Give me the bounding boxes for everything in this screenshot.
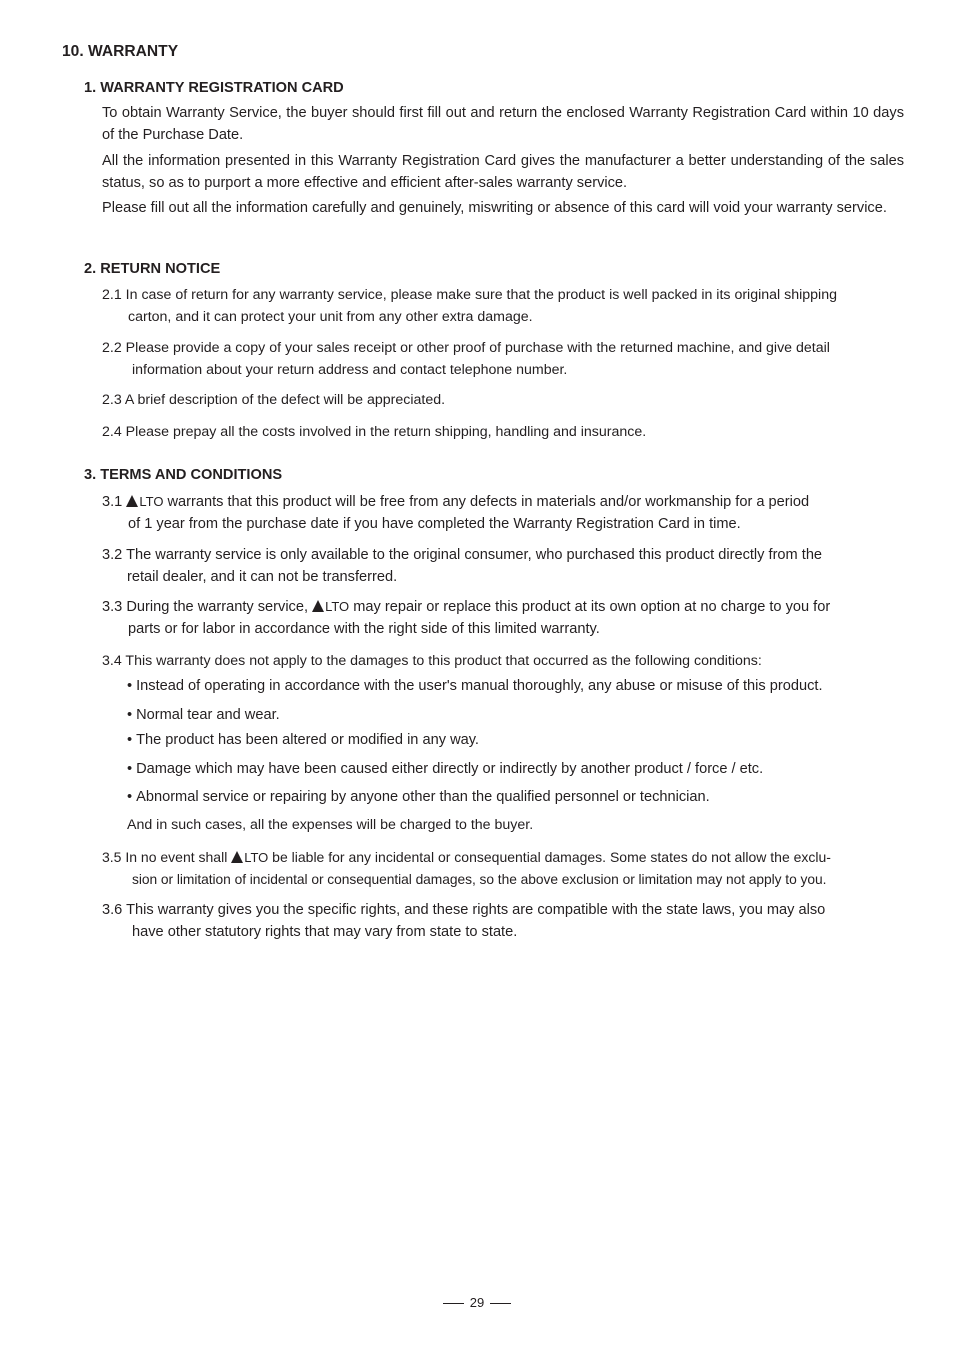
terms-item-3-4-tail: And in such cases, all the expenses will be charged to the buyer. bbox=[127, 817, 534, 833]
brand-logo: LTO bbox=[126, 491, 163, 513]
registration-paragraph-1: To obtain Warranty Service, the buyer should first fill out and return the enclosed Warranty Registration Card within 10 days of the Purchase Date. bbox=[102, 105, 904, 143]
return-item-2-2: 2.2 Please provide a copy of your sales receipt or other proof of purchase with the returned machine, and give detail information about your return address and contact telephone number. bbox=[102, 340, 830, 378]
return-item-2-3: 2.3 A brief description of the defect will be appreciated. bbox=[102, 392, 446, 408]
condition-bullet: • Damage which may have been caused either directly or indirectly by another product / force / etc. bbox=[127, 758, 907, 780]
page-footer bbox=[0, 1293, 954, 1313]
return-item-2-1: 2.1 In case of return for any warranty service, please make sure that the product is well packed in its original shipping carton, and it can protect your unit from any other extra damage. bbox=[102, 287, 837, 325]
triangle-logo-icon bbox=[126, 495, 138, 507]
condition-bullet: • Normal tear and wear. bbox=[127, 704, 907, 726]
terms-item-3-6: 3.6 This warranty gives you the specific rights, and these rights are compatible with the state laws, you may also have other statutory rights that may vary from state to state. bbox=[102, 902, 826, 940]
brand-logo: LTO bbox=[231, 847, 268, 869]
registration-paragraph-2: All the information presented in this Warranty Registration Card gives the manufacturer a better understanding of the sales status, so as to purport a more effective and efficient after-sales warranty service. bbox=[102, 153, 904, 191]
terms-item-3-3: 3.3 During the warranty service, LTO may repair or replace this product at its own option at no charge to you for parts or for labor in accordance with the right side of this limited warranty. bbox=[102, 596, 904, 640]
terms-item-3-1: 3.1 LTO warrants that this product will be free from any defects in materials and/or workmanship for a period of 1 year from the purchase date if you have completed the Warranty Registration Card in time. bbox=[102, 491, 904, 535]
terms-item-3-2: 3.2 The warranty service is only available to the original consumer, who purchased this product directly from the retail dealer, and it can not be transferred. bbox=[102, 547, 823, 585]
brand-logo: LTO bbox=[312, 596, 349, 618]
terms-item-3-5: 3.5 In no event shall LTO be liable for any incidental or consequential damages. Some states do not allow the exclu- sion or limitation of incidental or consequential damages, so the above exclusion or limitation may not apply to you. bbox=[102, 849, 831, 887]
heading-registration-card: 1. WARRANTY REGISTRATION CARD bbox=[84, 80, 344, 96]
terms-item-3-4: 3.4 This warranty does not apply to the damages to this product that occurred as the following conditions: bbox=[102, 653, 762, 669]
condition-bullet: • Abnormal service or repairing by anyone other than the qualified personnel or technician. bbox=[127, 786, 907, 808]
page-number: 29 bbox=[469, 1295, 485, 1310]
footer-rule-right bbox=[490, 1303, 511, 1304]
return-item-2-4: 2.4 Please prepay all the costs involved in the return shipping, handling and insurance. bbox=[102, 424, 647, 440]
triangle-logo-icon bbox=[231, 851, 243, 863]
footer-rule-left bbox=[443, 1303, 464, 1304]
triangle-logo-icon bbox=[312, 600, 324, 612]
condition-bullet: • The product has been altered or modified in any way. bbox=[127, 729, 907, 751]
section-title: 10. WARRANTY bbox=[62, 43, 179, 60]
registration-paragraph-3: Please fill out all the information carefully and genuinely, miswriting or absence of this card will void your warranty service. bbox=[102, 200, 887, 216]
heading-terms-conditions: 3. TERMS AND CONDITIONS bbox=[84, 467, 283, 483]
heading-return-notice: 2. RETURN NOTICE bbox=[84, 261, 221, 277]
condition-bullet: • Instead of operating in accordance with the user's manual thoroughly, any abuse or misuse of this product. bbox=[127, 675, 907, 697]
